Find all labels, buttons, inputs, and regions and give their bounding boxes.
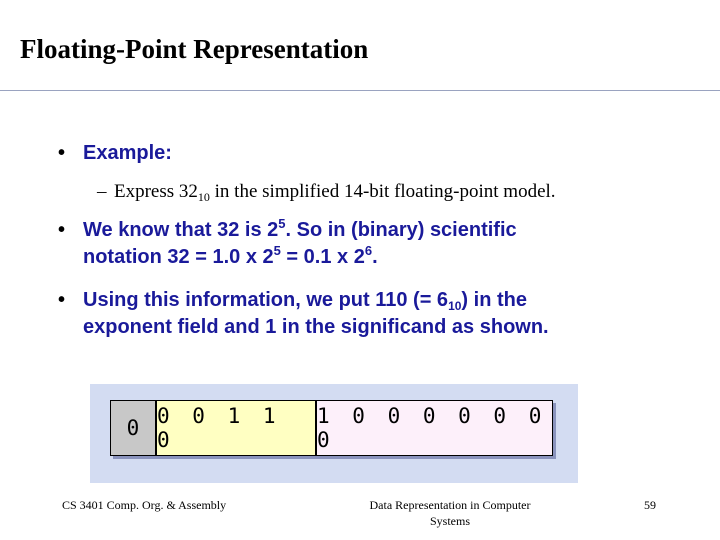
significand-field: 1 0 0 0 0 0 0 0 [316, 400, 553, 456]
slide-title: Floating-Point Representation [20, 34, 369, 64]
bullet-scientific-notation: We know that 32 is $2^5$. So in (binary) scientific notation 32 = 1.0 x $2^5 = 0.1$ x $2^6$. [83, 216, 517, 268]
footer-course: CS 3401 Comp. Org. & Assembly [62, 498, 227, 512]
exponent-field: 0 0 1 1 0 [156, 400, 316, 456]
sign-bit-field: 0 [110, 400, 156, 456]
sub-bullet-marker: – [97, 181, 107, 202]
sub-bullet-express: Express $32_{10}$ in the simplified 14-bit floating-point model. [114, 181, 556, 204]
footer-topic: Data Representation in Computer Systems [369, 498, 531, 528]
title-divider [0, 90, 720, 91]
bullet-marker: • [58, 142, 66, 164]
bullet-exponent-field: Using this information, we put 110 (= $6_{10}$) in the exponent field and 1 in the significand as shown. [83, 289, 549, 338]
bullet-marker: • [58, 289, 66, 311]
bullet-example: Example: [83, 142, 172, 164]
bullet-marker: • [58, 219, 66, 241]
page-number: 59 [644, 498, 656, 512]
